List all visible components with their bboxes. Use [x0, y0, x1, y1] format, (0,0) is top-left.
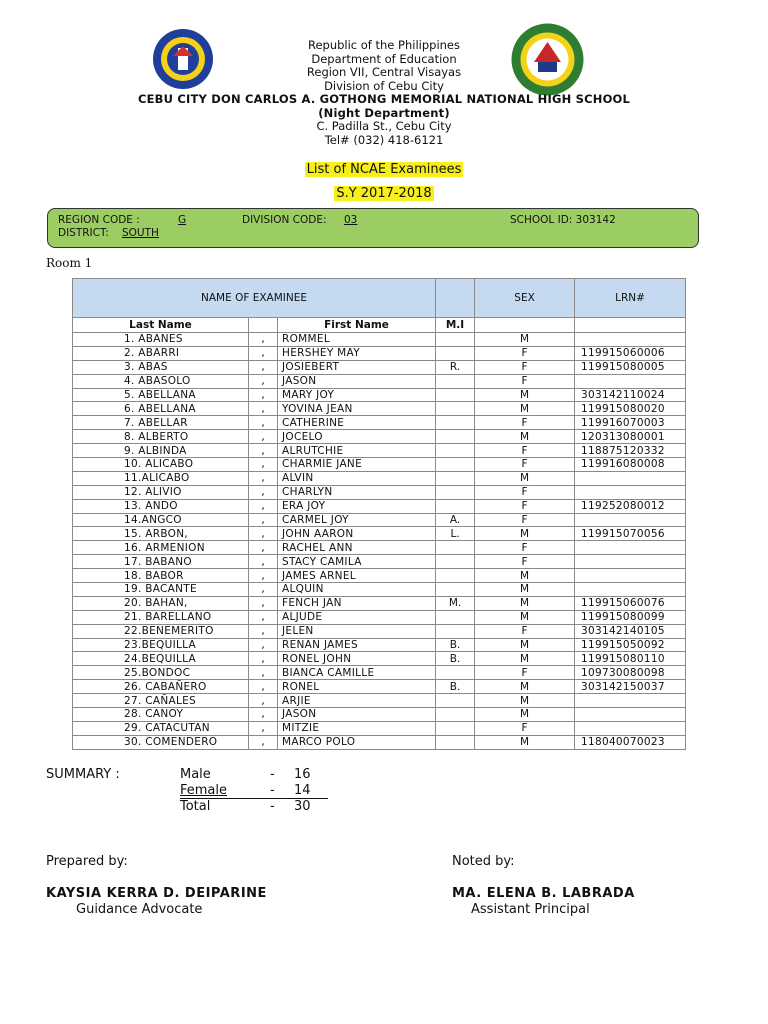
comma-cell: , — [249, 735, 278, 749]
first-name-cell: JOCELO — [278, 430, 436, 444]
sex-cell: F — [475, 666, 575, 680]
sex-cell: M — [475, 471, 575, 485]
first-name-cell: JASON — [278, 708, 436, 722]
summary-total-label: Total — [180, 799, 211, 814]
col-first-name: First Name — [278, 318, 436, 333]
summary-male-label: Male — [180, 767, 211, 782]
sex-cell: F — [475, 485, 575, 499]
mi-cell — [436, 416, 475, 430]
first-name-cell: ALVIN — [278, 471, 436, 485]
first-name-cell: MARY JOY — [278, 388, 436, 402]
comma-cell: , — [249, 416, 278, 430]
summary-female-value: 14 — [294, 783, 311, 798]
table-header-row — [73, 279, 686, 318]
last-name-cell: 21. BARELLANO — [73, 610, 249, 624]
last-name-cell: 6. ABELLANA — [73, 402, 249, 416]
table-row — [73, 610, 686, 624]
comma-cell: , — [249, 430, 278, 444]
last-name-cell: 8. ALBERTO — [73, 430, 249, 444]
sex-cell: F — [475, 499, 575, 513]
table-row — [73, 555, 686, 569]
mi-cell — [436, 402, 475, 416]
last-name-cell: 25.BONDOC — [73, 666, 249, 680]
lrn-cell — [575, 485, 686, 499]
header-line-region: Region VII, Central Visayas — [306, 65, 462, 79]
lrn-cell: 118875120332 — [575, 444, 686, 458]
school-year: S.Y 2017-2018 — [336, 186, 432, 201]
comma-cell: , — [249, 444, 278, 458]
first-name-cell: ROMMEL — [278, 333, 436, 347]
lrn-cell: 119916080008 — [575, 458, 686, 472]
header-sex: SEX — [475, 279, 575, 318]
mi-cell — [436, 430, 475, 444]
sex-cell: F — [475, 416, 575, 430]
noted-by-name: MA. ELENA B. LABRADA — [452, 886, 635, 901]
examinee-table — [72, 278, 686, 750]
noted-by-label: Noted by: — [452, 854, 515, 869]
mi-cell — [436, 388, 475, 402]
region-code-value: G — [178, 214, 187, 226]
division-code-value: 03 — [344, 214, 358, 226]
first-name-cell: RONEL JOHN — [278, 652, 436, 666]
mi-cell — [436, 555, 475, 569]
table-body — [73, 333, 686, 750]
mi-cell — [436, 485, 475, 499]
mi-cell — [436, 471, 475, 485]
sex-cell: F — [475, 374, 575, 388]
region-code-label: REGION CODE : — [58, 214, 140, 226]
lrn-cell: 119915080110 — [575, 652, 686, 666]
school-info-box — [47, 208, 699, 248]
first-name-cell: RACHEL ANN — [278, 541, 436, 555]
mi-cell — [436, 444, 475, 458]
comma-cell: , — [249, 666, 278, 680]
lrn-cell: 303142110024 — [575, 388, 686, 402]
mi-cell — [436, 333, 475, 347]
lrn-cell — [575, 555, 686, 569]
first-name-cell: BIANCA CAMILLE — [278, 666, 436, 680]
table-row — [73, 624, 686, 638]
mi-cell — [436, 499, 475, 513]
last-name-cell: 4. ABASOLO — [73, 374, 249, 388]
last-name-cell: 24.BEQUILLA — [73, 652, 249, 666]
col-lrn — [575, 318, 686, 333]
table-row — [73, 652, 686, 666]
header-name-of-examinee: NAME OF EXAMINEE — [73, 279, 436, 318]
first-name-cell: FENCH JAN — [278, 596, 436, 610]
first-name-cell: HERSHEY MAY — [278, 346, 436, 360]
sex-cell: M — [475, 694, 575, 708]
district-value: SOUTH — [122, 227, 159, 239]
last-name-cell: 2. ABARRI — [73, 346, 249, 360]
last-name-cell: 27. CAÑALES — [73, 694, 249, 708]
last-name-cell: 17. BABANO — [73, 555, 249, 569]
table-row — [73, 458, 686, 472]
first-name-cell: ERA JOY — [278, 499, 436, 513]
sex-cell: F — [475, 360, 575, 374]
table-row — [73, 735, 686, 749]
col-mi: M.I — [436, 318, 475, 333]
summary-label: SUMMARY : — [46, 767, 120, 782]
mi-cell: L. — [436, 527, 475, 541]
school-id-label: SCHOOL ID: 303142 — [510, 214, 616, 226]
mi-cell: M. — [436, 596, 475, 610]
first-name-cell: YOVINA JEAN — [278, 402, 436, 416]
table-row — [73, 666, 686, 680]
sex-cell: M — [475, 583, 575, 597]
list-title-block — [0, 158, 768, 177]
lrn-cell: 119915080020 — [575, 402, 686, 416]
last-name-cell: 19. BACANTE — [73, 583, 249, 597]
lrn-cell — [575, 541, 686, 555]
table-row — [73, 333, 686, 347]
comma-cell: , — [249, 624, 278, 638]
comma-cell: , — [249, 346, 278, 360]
summary-total-dash: - — [270, 799, 275, 814]
noted-by-title: Assistant Principal — [471, 902, 590, 917]
school-department: (Night Department) — [318, 105, 450, 120]
mi-cell — [436, 569, 475, 583]
first-name-cell: CATHERINE — [278, 416, 436, 430]
school-name: CEBU CITY DON CARLOS A. GOTHONG MEMORIAL NATIONAL HIGH SCHOOL — [137, 92, 631, 106]
lrn-cell — [575, 721, 686, 735]
comma-cell: , — [249, 499, 278, 513]
sex-cell: M — [475, 430, 575, 444]
summary-female-dash: - — [270, 783, 275, 798]
comma-cell: , — [249, 652, 278, 666]
header-line-division: Division of Cebu City — [324, 78, 444, 93]
last-name-cell: 22.BENEMERITO — [73, 624, 249, 638]
mi-cell: R. — [436, 360, 475, 374]
comma-cell: , — [249, 374, 278, 388]
table-row — [73, 416, 686, 430]
mi-cell — [436, 374, 475, 388]
comma-cell: , — [249, 541, 278, 555]
col-comma — [249, 318, 278, 333]
first-name-cell: RENAN JAMES — [278, 638, 436, 652]
table-row — [73, 499, 686, 513]
sex-cell: F — [475, 458, 575, 472]
sex-cell: M — [475, 388, 575, 402]
lrn-cell: 303142150037 — [575, 680, 686, 694]
last-name-cell: 7. ABELLAR — [73, 416, 249, 430]
last-name-cell: 11.ALICABO — [73, 471, 249, 485]
sex-cell: F — [475, 513, 575, 527]
header-blank — [436, 279, 475, 318]
table-row — [73, 721, 686, 735]
room-label: Room 1 — [46, 256, 93, 270]
school-year-block — [0, 182, 768, 201]
comma-cell: , — [249, 333, 278, 347]
mi-cell — [436, 735, 475, 749]
prepared-by-title: Guidance Advocate — [76, 902, 203, 917]
sex-cell: F — [475, 444, 575, 458]
sex-cell: M — [475, 527, 575, 541]
last-name-cell: 23.BEQUILLA — [73, 638, 249, 652]
table-row — [73, 596, 686, 610]
comma-cell: , — [249, 402, 278, 416]
comma-cell: , — [249, 569, 278, 583]
first-name-cell: MARCO POLO — [278, 735, 436, 749]
first-name-cell: JOHN AARON — [278, 527, 436, 541]
mi-cell — [436, 694, 475, 708]
comma-cell: , — [249, 638, 278, 652]
lrn-cell: 120313080001 — [575, 430, 686, 444]
mi-cell — [436, 666, 475, 680]
table-subheader-row — [73, 318, 686, 333]
table-row — [73, 680, 686, 694]
comma-cell: , — [249, 694, 278, 708]
mi-cell — [436, 458, 475, 472]
table-row — [73, 638, 686, 652]
prepared-by-label: Prepared by: — [46, 854, 128, 869]
comma-cell: , — [249, 360, 278, 374]
summary-male-value: 16 — [294, 767, 311, 782]
lrn-cell: 119915060006 — [575, 346, 686, 360]
comma-cell: , — [249, 721, 278, 735]
district-label: DISTRICT: — [58, 227, 109, 239]
document-header — [0, 39, 768, 147]
sex-cell: M — [475, 569, 575, 583]
last-name-cell: 9. ALBINDA — [73, 444, 249, 458]
mi-cell — [436, 346, 475, 360]
header-line-deped: Department of Education — [311, 51, 457, 66]
table-row — [73, 708, 686, 722]
table-row — [73, 583, 686, 597]
mi-cell — [436, 721, 475, 735]
last-name-cell: 14.ANGCO — [73, 513, 249, 527]
first-name-cell: ALJUDE — [278, 610, 436, 624]
first-name-cell: MITZIE — [278, 721, 436, 735]
comma-cell: , — [249, 485, 278, 499]
sex-cell: F — [475, 721, 575, 735]
first-name-cell: ALQUIN — [278, 583, 436, 597]
lrn-cell — [575, 583, 686, 597]
sex-cell: F — [475, 555, 575, 569]
lrn-cell — [575, 333, 686, 347]
comma-cell: , — [249, 610, 278, 624]
comma-cell: , — [249, 596, 278, 610]
table-row — [73, 430, 686, 444]
prepared-by-name: KAYSIA KERRA D. DEIPARINE — [46, 886, 267, 901]
last-name-cell: 10. ALICABO — [73, 458, 249, 472]
first-name-cell: CARMEL JOY — [278, 513, 436, 527]
sex-cell: M — [475, 610, 575, 624]
first-name-cell: RONEL — [278, 680, 436, 694]
last-name-cell: 20. BAHAN, — [73, 596, 249, 610]
table-row — [73, 527, 686, 541]
mi-cell — [436, 583, 475, 597]
comma-cell: , — [249, 583, 278, 597]
comma-cell: , — [249, 527, 278, 541]
last-name-cell: 18. BABOR — [73, 569, 249, 583]
first-name-cell: JASON — [278, 374, 436, 388]
table-row — [73, 694, 686, 708]
sex-cell: F — [475, 624, 575, 638]
sex-cell: M — [475, 680, 575, 694]
school-address: C. Padilla St., Cebu City — [316, 119, 452, 133]
lrn-cell — [575, 471, 686, 485]
first-name-cell: JOSIEBERT — [278, 360, 436, 374]
table-row — [73, 388, 686, 402]
table-row — [73, 569, 686, 583]
lrn-cell — [575, 694, 686, 708]
table-row — [73, 541, 686, 555]
lrn-cell — [575, 708, 686, 722]
comma-cell: , — [249, 388, 278, 402]
lrn-cell: 119915080005 — [575, 360, 686, 374]
sex-cell: M — [475, 652, 575, 666]
table-row — [73, 374, 686, 388]
last-name-cell: 26. CABAÑERO — [73, 680, 249, 694]
lrn-cell — [575, 569, 686, 583]
mi-cell — [436, 610, 475, 624]
list-title: List of NCAE Examinees — [306, 162, 462, 177]
table-row — [73, 444, 686, 458]
mi-cell — [436, 708, 475, 722]
first-name-cell: ALRUTCHIE — [278, 444, 436, 458]
last-name-cell: 1. ABANES — [73, 333, 249, 347]
comma-cell: , — [249, 458, 278, 472]
summary-male-dash: - — [270, 767, 275, 782]
mi-cell: B. — [436, 652, 475, 666]
comma-cell: , — [249, 555, 278, 569]
first-name-cell: STACY CAMILA — [278, 555, 436, 569]
lrn-cell — [575, 513, 686, 527]
lrn-cell: 119915060076 — [575, 596, 686, 610]
first-name-cell: CHARLYN — [278, 485, 436, 499]
mi-cell — [436, 624, 475, 638]
lrn-cell: 119252080012 — [575, 499, 686, 513]
last-name-cell: 5. ABELLANA — [73, 388, 249, 402]
mi-cell: A. — [436, 513, 475, 527]
first-name-cell: JELEN — [278, 624, 436, 638]
lrn-cell: 118040070023 — [575, 735, 686, 749]
first-name-cell: ARJIE — [278, 694, 436, 708]
header-lrn: LRN# — [575, 279, 686, 318]
mi-cell: B. — [436, 680, 475, 694]
last-name-cell: 12. ALIVIO — [73, 485, 249, 499]
lrn-cell: 119915070056 — [575, 527, 686, 541]
last-name-cell: 13. ANDO — [73, 499, 249, 513]
last-name-cell: 30. COMENDERO — [73, 735, 249, 749]
summary-total-value: 30 — [294, 799, 311, 814]
header-line-republic: Republic of the Philippines — [307, 38, 461, 52]
table-row — [73, 471, 686, 485]
mi-cell: B. — [436, 638, 475, 652]
sex-cell: F — [475, 541, 575, 555]
table-row — [73, 346, 686, 360]
sex-cell: M — [475, 402, 575, 416]
school-telephone: Tel# (032) 418-6121 — [324, 132, 444, 147]
lrn-cell — [575, 374, 686, 388]
comma-cell: , — [249, 708, 278, 722]
col-last-name: Last Name — [73, 318, 249, 333]
last-name-cell: 3. ABAS — [73, 360, 249, 374]
table-row — [73, 485, 686, 499]
sex-cell: M — [475, 333, 575, 347]
last-name-cell: 29. CATACUTAN — [73, 721, 249, 735]
sex-cell: M — [475, 596, 575, 610]
division-code-label: DIVISION CODE: — [242, 214, 327, 226]
lrn-cell: 303142140105 — [575, 624, 686, 638]
mi-cell — [436, 541, 475, 555]
sex-cell: M — [475, 735, 575, 749]
lrn-cell: 109730080098 — [575, 666, 686, 680]
sex-cell: M — [475, 708, 575, 722]
table-row — [73, 513, 686, 527]
sex-cell: M — [475, 638, 575, 652]
comma-cell: , — [249, 471, 278, 485]
col-sex — [475, 318, 575, 333]
table-row — [73, 360, 686, 374]
last-name-cell: 16. ARMENION — [73, 541, 249, 555]
first-name-cell: CHARMIE JANE — [278, 458, 436, 472]
summary-female-label: Female — [180, 783, 228, 798]
lrn-cell: 119915050092 — [575, 638, 686, 652]
last-name-cell: 15. ARBON, — [73, 527, 249, 541]
sex-cell: F — [475, 346, 575, 360]
comma-cell: , — [249, 680, 278, 694]
last-name-cell: 28. CANOY — [73, 708, 249, 722]
lrn-cell: 119915080099 — [575, 610, 686, 624]
first-name-cell: JAMES ARNEL — [278, 569, 436, 583]
comma-cell: , — [249, 513, 278, 527]
lrn-cell: 119916070003 — [575, 416, 686, 430]
table-row — [73, 402, 686, 416]
